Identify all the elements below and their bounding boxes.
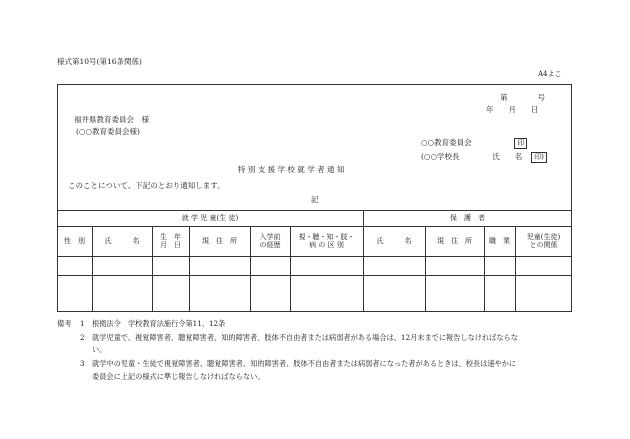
note-1-number: 1: [80, 319, 85, 328]
group-guardian-header: 保 護 者: [450, 213, 485, 222]
note-2-continuation: い。: [92, 345, 107, 354]
col-name: 氏 名: [104, 236, 140, 245]
ki-label: 記: [311, 195, 319, 204]
note-2-text: 就学児童で、視覚障害者、聴覚障害者、知的障害者、肢体不自由者または病弱者がある場合は、12月末までに報告しなければならな: [92, 333, 518, 342]
note-3-text: 就学中の児童・生徒で視覚障害者、聴覚障害者、知的障害者、肢体不自由者または病弱者になった者があるときは、校長は速やかに: [92, 359, 517, 368]
sender-board-name: ○○教育委員会: [421, 138, 472, 147]
sender-principal-label: (○○学校長: [421, 152, 460, 161]
col-guardian-address: 現 住 所: [437, 236, 472, 245]
row-divider: [57, 275, 572, 276]
column-header-line: [57, 256, 572, 257]
note-1-text: 根拠法令 学校教育法施行令第11、12条: [92, 319, 226, 328]
col-birth: 生 年 月 日: [160, 232, 181, 249]
note-3-number: 3: [80, 359, 85, 368]
col-guardian-job: 職 業: [489, 236, 510, 245]
note-2-number: 2: [80, 333, 85, 342]
sender-name-label: 氏 名: [492, 152, 523, 161]
intro-text: このことについて、下記のとおり通知します。: [68, 181, 225, 190]
col-disability: 視・聴・知・肢・ 病 の 区 別: [298, 232, 355, 249]
note-3-continuation: 委員会に上記の様式に準じ報告しなければならない。: [92, 372, 265, 381]
form-number: 様式第10号(第16条関係): [57, 57, 142, 66]
seal-mark-2: 印): [531, 152, 547, 163]
date-label: 年 月 日: [486, 105, 539, 114]
col-guardian-name: 氏 名: [376, 236, 412, 245]
col-history: 入学前 の経歴: [259, 232, 281, 249]
number-label: 第 号: [500, 93, 545, 102]
paper-size-note: A4よこ: [538, 70, 562, 78]
sender-board: [421, 138, 527, 149]
group-students-header: 就 学 児 童(生 徒): [181, 213, 239, 222]
col-relation: 児童(生徒) との関係: [526, 232, 561, 249]
addressee-alt: (○○教育委員会様): [76, 127, 140, 136]
addressee: 福井県教育委員会 様: [74, 115, 149, 124]
document-title: 特 別 支 援 学 校 就 学 者 通 知: [238, 165, 345, 174]
col-sex: 性 別: [64, 236, 85, 245]
notes-label: 備考: [57, 319, 72, 328]
col-address: 現 住 所: [202, 236, 237, 245]
sender-principal: [421, 152, 547, 163]
seal-mark: 印: [514, 138, 527, 149]
